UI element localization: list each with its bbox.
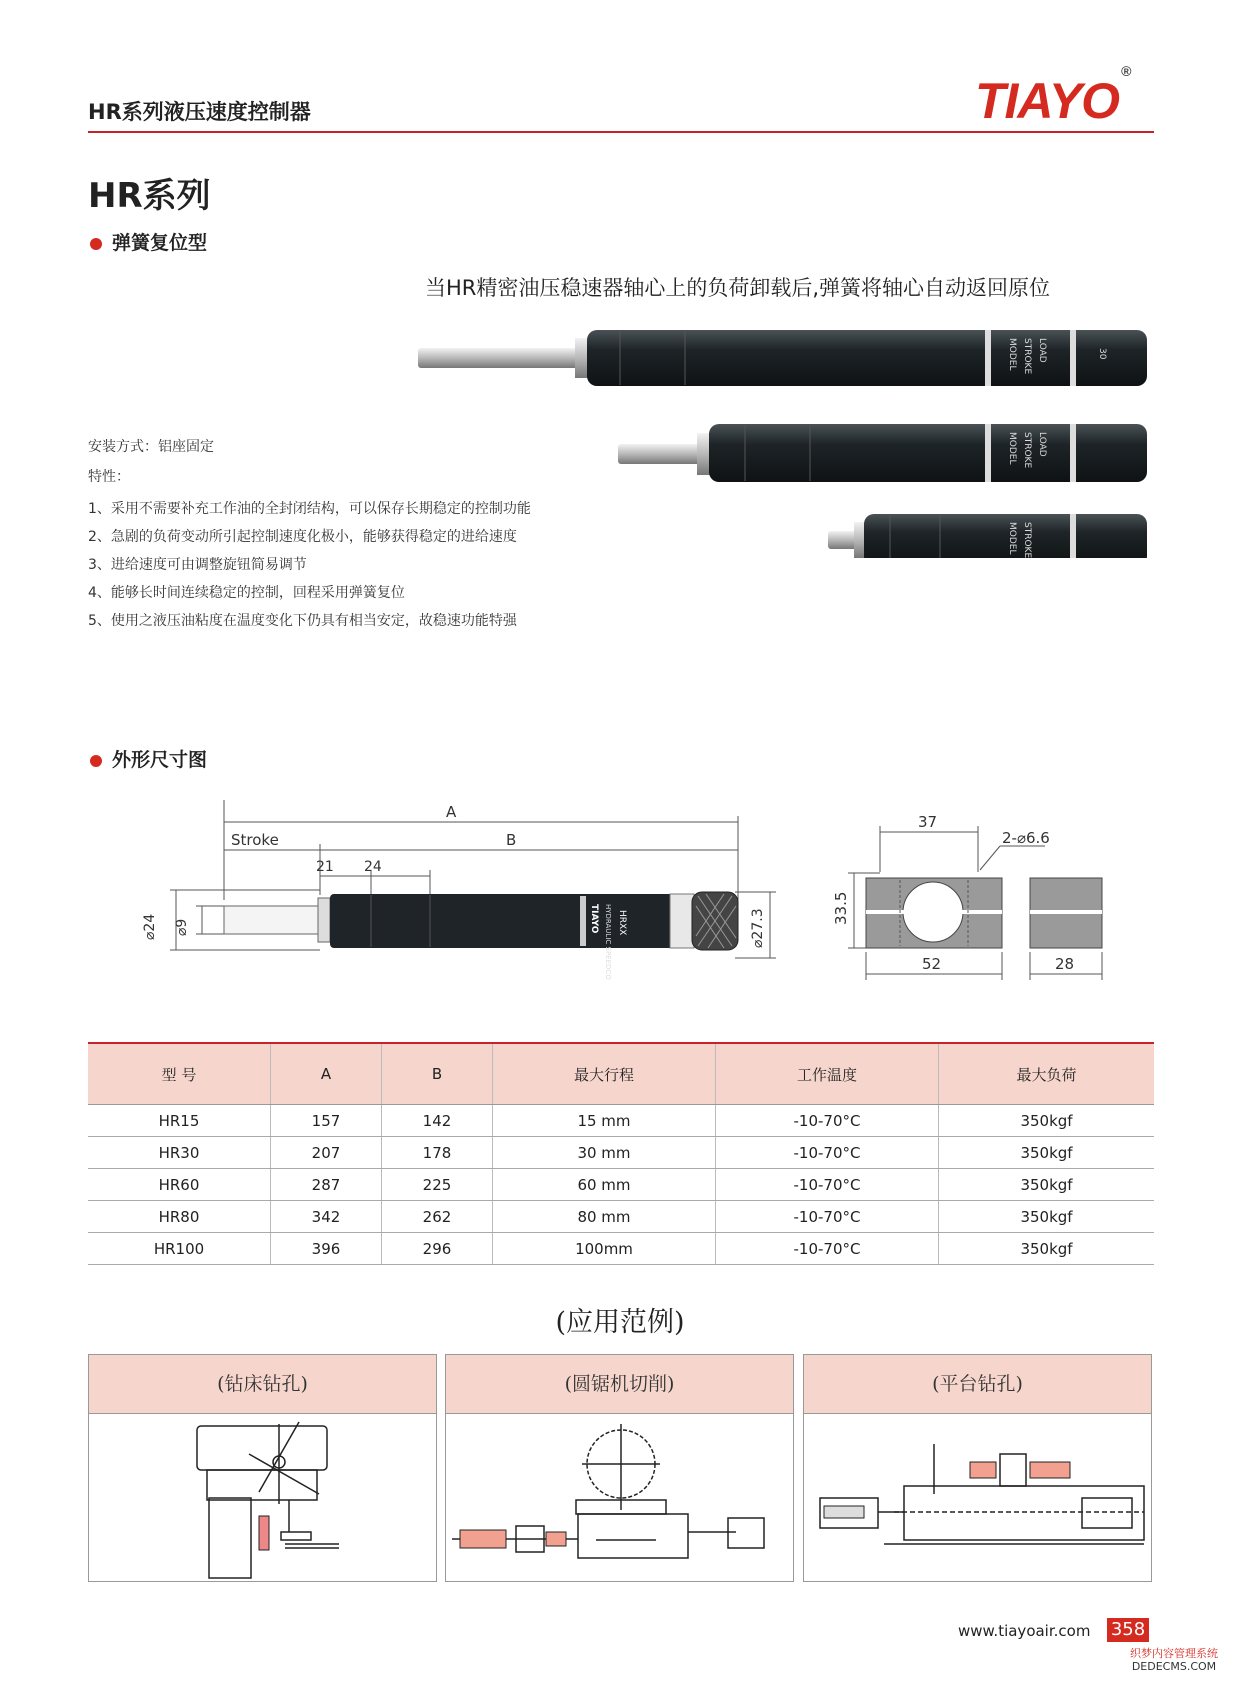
cell-stroke: 80 mm bbox=[493, 1201, 716, 1233]
app-panel-title: (圆锯机切削) bbox=[446, 1355, 793, 1414]
product-short bbox=[828, 514, 1147, 558]
spec-table bbox=[88, 1042, 1154, 1265]
col-max-stroke: 最大行程 bbox=[493, 1043, 716, 1105]
svg-text:HRXX: HRXX bbox=[617, 910, 627, 936]
product-long bbox=[418, 330, 1147, 386]
svg-text:24: 24 bbox=[364, 859, 382, 875]
brand-logo: TIAYO® bbox=[975, 63, 1131, 129]
cell-b: 262 bbox=[382, 1201, 493, 1233]
svg-text:STROKE: STROKE bbox=[1022, 432, 1032, 469]
cell-temp: -10-70°C bbox=[716, 1233, 939, 1265]
bullet-dot bbox=[90, 238, 102, 250]
table-row bbox=[88, 1201, 1154, 1233]
series-title: HR系列 bbox=[88, 176, 211, 216]
cell-a: 207 bbox=[271, 1137, 382, 1169]
cell-stroke: 15 mm bbox=[493, 1105, 716, 1137]
cell-load: 350kgf bbox=[939, 1169, 1155, 1201]
cell-stroke: 100mm bbox=[493, 1233, 716, 1265]
svg-text:TIAYO: TIAYO bbox=[589, 904, 599, 934]
table-row bbox=[88, 1137, 1154, 1169]
cell-a: 396 bbox=[271, 1233, 382, 1265]
app-panel-circular-saw bbox=[445, 1354, 794, 1582]
svg-text:33.5: 33.5 bbox=[832, 891, 850, 925]
cell-a: 342 bbox=[271, 1201, 382, 1233]
product-medium bbox=[618, 424, 1147, 482]
svg-text:⌀9: ⌀9 bbox=[174, 918, 190, 936]
feature-item: 2、急剧的负荷变动所引起控制速度化极小，能够获得稳定的进给速度 bbox=[88, 529, 517, 545]
svg-text:B: B bbox=[506, 831, 517, 849]
cell-model: HR30 bbox=[88, 1137, 271, 1169]
cell-b: 142 bbox=[382, 1105, 493, 1137]
svg-text:STROKE: STROKE bbox=[1022, 338, 1032, 375]
header-title: HR系列液压速度控制器 bbox=[88, 100, 311, 124]
col-model: 型 号 bbox=[88, 1043, 271, 1105]
svg-text:30: 30 bbox=[1097, 348, 1107, 360]
table-row bbox=[88, 1233, 1154, 1265]
svg-text:⌀27.3: ⌀27.3 bbox=[750, 908, 766, 948]
col-a: A bbox=[271, 1043, 382, 1105]
table-row bbox=[88, 1169, 1154, 1201]
cell-temp: -10-70°C bbox=[716, 1169, 939, 1201]
svg-text:Stroke: Stroke bbox=[231, 831, 279, 849]
svg-text:HYDRAULIC SPEEDCO: HYDRAULIC SPEEDCO bbox=[604, 904, 612, 980]
svg-text:2-⌀6.6: 2-⌀6.6 bbox=[1002, 829, 1050, 847]
cell-a: 287 bbox=[271, 1169, 382, 1201]
feature-item: 5、使用之液压油粘度在温度变化下仍具有相当安定，故稳速功能特强 bbox=[88, 613, 517, 629]
cell-a: 157 bbox=[271, 1105, 382, 1137]
col-b: B bbox=[382, 1043, 493, 1105]
header-divider bbox=[88, 131, 1154, 133]
intro-text: 当HR精密油压稳速器轴心上的负荷卸载后,弹簧将轴心自动返回原位 bbox=[425, 276, 1051, 300]
feature-item: 4、能够长时间连续稳定的控制，回程采用弹簧复位 bbox=[88, 585, 405, 601]
svg-text:MODEL: MODEL bbox=[1007, 432, 1017, 465]
app-panel-title: (平台钻孔) bbox=[804, 1355, 1151, 1414]
section-dimensions: 外形尺寸图 bbox=[90, 745, 207, 772]
app-panel-drill-press bbox=[88, 1354, 437, 1582]
svg-text:STROKE: STROKE bbox=[1022, 522, 1032, 558]
cell-b: 178 bbox=[382, 1137, 493, 1169]
svg-text:A: A bbox=[446, 803, 457, 821]
table-header-row bbox=[88, 1043, 1154, 1105]
cell-load: 350kgf bbox=[939, 1105, 1155, 1137]
cell-load: 350kgf bbox=[939, 1201, 1155, 1233]
col-max-load: 最大负荷 bbox=[939, 1043, 1155, 1105]
cell-model: HR15 bbox=[88, 1105, 271, 1137]
cell-stroke: 60 mm bbox=[493, 1169, 716, 1201]
cell-temp: -10-70°C bbox=[716, 1137, 939, 1169]
bullet-dot bbox=[90, 755, 102, 767]
circular-saw-illustration bbox=[446, 1414, 793, 1580]
cell-load: 350kgf bbox=[939, 1137, 1155, 1169]
page-number: 358 bbox=[1107, 1618, 1149, 1642]
app-panel-platform-drilling bbox=[803, 1354, 1152, 1582]
section-spring-return: 弹簧复位型 bbox=[90, 228, 207, 255]
platform-drilling-illustration bbox=[804, 1414, 1151, 1580]
svg-text:21: 21 bbox=[316, 859, 334, 875]
applications-title: (应用范例) bbox=[555, 1307, 685, 1338]
svg-text:LOAD: LOAD bbox=[1037, 338, 1047, 363]
cell-model: HR100 bbox=[88, 1233, 271, 1265]
cell-temp: -10-70°C bbox=[716, 1201, 939, 1233]
mounting-method: 安装方式：铝座固定 bbox=[88, 439, 214, 455]
cell-b: 296 bbox=[382, 1233, 493, 1265]
cell-stroke: 30 mm bbox=[493, 1137, 716, 1169]
dimension-drawing bbox=[140, 800, 1120, 990]
features-label: 特性： bbox=[88, 469, 130, 485]
cell-load: 350kgf bbox=[939, 1233, 1155, 1265]
website-url[interactable]: www.tiayoair.com bbox=[958, 1622, 1091, 1640]
cell-b: 225 bbox=[382, 1169, 493, 1201]
feature-item: 1、采用不需要补充工作油的全封闭结构，可以保存长期稳定的控制功能 bbox=[88, 501, 531, 517]
app-panel-title: (钻床钻孔) bbox=[89, 1355, 436, 1414]
svg-text:28: 28 bbox=[1055, 955, 1075, 973]
cell-model: HR60 bbox=[88, 1169, 271, 1201]
features-list bbox=[88, 495, 531, 635]
drill-press-illustration bbox=[89, 1414, 436, 1580]
svg-text:⌀24: ⌀24 bbox=[142, 913, 158, 940]
svg-text:MODEL: MODEL bbox=[1007, 522, 1017, 555]
table-row bbox=[88, 1105, 1154, 1137]
feature-item: 3、进给速度可由调整旋钮简易调节 bbox=[88, 557, 307, 573]
cell-model: HR80 bbox=[88, 1201, 271, 1233]
svg-text:52: 52 bbox=[922, 955, 942, 973]
svg-text:MODEL: MODEL bbox=[1007, 338, 1017, 371]
cell-temp: -10-70°C bbox=[716, 1105, 939, 1137]
col-temp: 工作温度 bbox=[716, 1043, 939, 1105]
svg-text:37: 37 bbox=[918, 813, 938, 831]
watermark: 织梦内容管理系统 DEDECMS.COM bbox=[1130, 1647, 1218, 1673]
svg-text:LOAD: LOAD bbox=[1037, 432, 1047, 457]
